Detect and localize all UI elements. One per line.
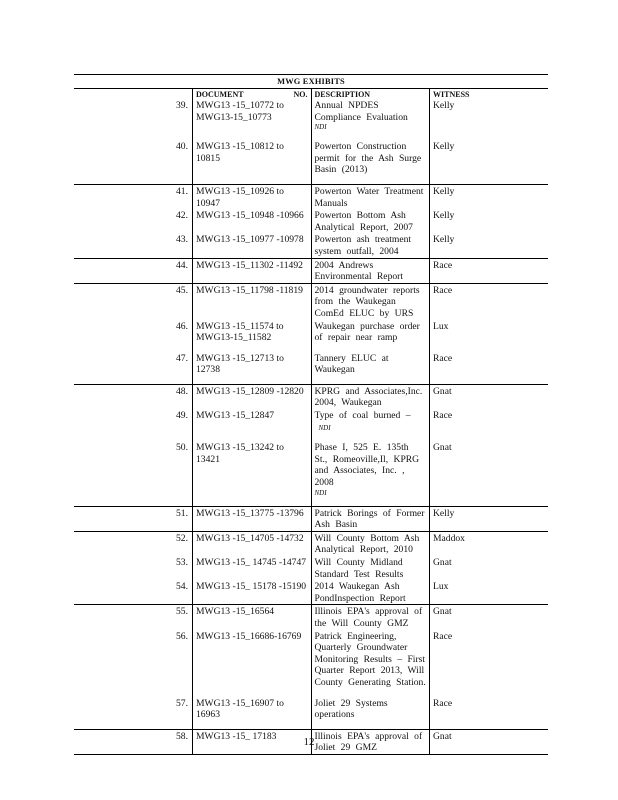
document-range-text: MWG13 -15_16686-16769 [196,630,302,642]
document-range [193,99,312,140]
document-range-text: MWG13 -15_11798 -11819 [196,284,303,296]
exhibit-number-text: 43. [176,234,188,246]
exhibit-number-text: 53. [176,557,188,568]
table-row [74,630,548,697]
document-range-text: MWG13 -15_13775 -13796 [196,507,304,519]
description [311,384,430,409]
exhibit-number-text: 41. [176,185,188,197]
witness-text: Kelly [433,234,455,246]
exhibit-number [74,630,193,697]
description [311,140,430,184]
document-range [193,258,312,283]
witness [430,605,549,630]
description-text: Patrick Engineering, Quarterly Groundwater Monitoring Results – First Quarter Report 2013, Will County Generating Station. [314,630,426,688]
witness-text: Kelly [433,141,455,153]
witness-text: Kelly [433,210,455,222]
description-text: Will County Bottom Ash Analytical Report, 2010 [314,532,420,556]
description [311,352,430,385]
exhibit-number [74,184,193,209]
witness-text: Gnat [433,557,452,568]
description [311,697,430,730]
description-text: 2004 Andrews Environmental Report [314,259,404,283]
description-text: Powerton Water Treatment Manuals [314,185,424,209]
table-row [74,258,548,283]
witness [430,441,549,506]
document-range-text: MWG13 -15_12713 to 12738 [196,352,284,376]
description-text: Illinois EPA's approval of Joliet 29 GMZ [314,730,423,754]
document-range [193,630,312,697]
document-range-text: MWG13 -15_10948 -10966 [196,210,304,222]
document-range-text: MWG13 -15_ 15178 -15190 [196,581,307,593]
document-range-text: MWG13 -15_11302 -11492 [196,259,303,271]
table-row [74,384,548,409]
witness [430,184,549,209]
witness [430,352,549,385]
document-range [193,320,312,352]
document-range [193,605,312,630]
exhibit-number-text: 57. [176,697,188,709]
description [311,605,430,630]
description-text: Powerton ash treatment system outfall, 2004 [314,234,412,257]
table-row [74,409,548,441]
exhibit-number-text: 52. [176,532,188,544]
description [311,258,430,283]
document-range-text: MWG13 -15_ 14745 -14747 [196,557,307,568]
exhibit-number [74,697,193,730]
description [311,209,430,233]
table-row [74,184,548,209]
exhibit-number [74,409,193,441]
description [311,630,430,697]
witness-text: Gnat [433,385,452,397]
witness [430,283,549,319]
exhibit-number [74,605,193,630]
exhibit-number-text: 58. [176,730,188,742]
column-header-row [74,89,548,100]
witness [430,630,549,697]
witness-text: Lux [433,581,449,593]
document-range-text: MWG13 -15_10812 to 10815 [196,141,284,164]
document-range [193,409,312,441]
witness [430,140,549,184]
description [311,506,430,531]
description-text: Phase I, 525 E. 135th St., Romeoville,Il, KPRG and Associates, Inc. , 2008 [314,442,420,489]
exhibit-number [74,580,193,605]
document-range [193,233,312,258]
document-range [193,184,312,209]
witness [430,580,549,605]
witness [430,697,549,730]
exhibit-number [74,320,193,352]
witness [430,99,549,140]
description-text: Waukegan purchase order of repair near ramp [314,320,420,344]
document-range-text: MWG13 -15_12847 [196,410,275,422]
exhibit-number-text: 50. [176,442,188,454]
table-row [74,697,548,730]
exhibit-number-text: 54. [176,581,188,593]
witness-text: Kelly [433,100,455,111]
table-row [74,352,548,385]
description [311,184,430,209]
exhibit-number-text: 48. [176,385,188,397]
witness [430,556,549,580]
witness [430,320,549,352]
description-text: Powerton Construction permit for the Ash Surge Basin (2013) [314,141,422,176]
witness-text: Maddox [433,532,465,544]
exhibit-number-text: 55. [176,606,188,618]
description-text: Illinois EPA's approval of the Will County GMZ [314,606,423,629]
description-text: Type of coal burned – [314,410,411,422]
witness-text: Race [433,284,453,296]
ndi-marker: NDI [314,123,327,132]
document-range-text: MWG13 -15_10977 -10978 [196,234,304,246]
exhibit-number [74,441,193,506]
page-number: 12 [303,736,315,748]
description-text: Will County Midland Standard Test Results [314,557,404,580]
document-range [193,697,312,730]
exhibit-number-text: 42. [176,210,188,222]
witness-text: Kelly [433,507,455,519]
document-range-text: MWG13 -15_12809 -12820 [196,385,304,397]
document-range-text: MWG13 -15_14705 -14732 [196,532,304,544]
ndi-marker: NDI [318,423,331,432]
description-text: Powerton Bottom Ash Analytical Report, 2007 [314,210,413,233]
description-text: KPRG and Associates,Inc. 2004, Waukegan [314,385,423,409]
table-row [74,556,548,580]
witness [430,409,549,441]
description [311,99,430,140]
table-row [74,506,548,531]
exhibit-number-text: 47. [176,352,188,364]
witness [430,384,549,409]
table-row [74,233,548,258]
document-range [193,506,312,531]
document-range-text: MWG13 -15_ 17183 [196,730,277,742]
exhibit-number-text: 51. [176,507,188,519]
witness-text: Race [433,697,453,709]
header-num-cell [74,89,193,100]
description-text: Annual NPDES Compliance Evaluation [314,100,408,123]
witness-text: Race [433,410,453,422]
exhibit-number-text: 44. [176,259,188,271]
witness [430,233,549,258]
table-title: MWG EXHIBITS [74,75,548,89]
witness-text: Race [433,352,453,364]
document-range [193,556,312,580]
description-text: 2014 Waukegan Ash PondInspection Report [314,581,406,604]
document-range-text: MWG13 -15_16564 [196,606,275,618]
table-row [74,580,548,605]
description [311,283,430,319]
witness-text: Race [433,630,453,642]
exhibit-number [74,283,193,319]
table-row [74,320,548,352]
exhibit-number [74,233,193,258]
document-range [193,283,312,319]
description [311,441,430,506]
exhibit-number-text: 46. [176,320,188,332]
header-no: NO. [293,90,308,99]
description-text: Patrick Borings of Former Ash Basin [314,507,425,531]
exhibit-number [74,140,193,184]
exhibit-number-text: 40. [176,141,188,153]
description [311,409,430,441]
table-row [74,209,548,233]
header-description: DESCRIPTION [311,89,430,100]
witness-text: Gnat [433,730,452,742]
table-title-row [74,75,548,89]
ndi-marker: NDI [314,488,327,497]
document-range [193,580,312,605]
exhibit-number [74,258,193,283]
table-row [74,605,548,630]
document-range [193,352,312,385]
document-range [193,140,312,184]
exhibit-number-text: 45. [176,284,188,296]
witness-text: Lux [433,320,449,332]
description [311,320,430,352]
document-range [193,441,312,506]
description-text: 2014 groundwater reports from the Waukegan ComEd ELUC by URS [314,284,420,319]
exhibit-number [74,556,193,580]
table-row [74,140,548,184]
description-text: Tannery ELUC at Waukegan [314,352,389,376]
exhibit-number [74,384,193,409]
witness-text: Gnat [433,442,452,454]
header-witness: WITNESS [433,90,470,99]
table-row [74,441,548,506]
witness [430,506,549,531]
document-range [193,209,312,233]
table-row [74,99,548,140]
description [311,531,430,556]
exhibit-number [74,209,193,233]
description-text: Joliet 29 Systems operations [314,697,388,721]
document-range [193,531,312,556]
exhibit-number [74,99,193,140]
document-range [193,384,312,409]
exhibit-number-text: 39. [176,100,188,111]
exhibit-number [74,531,193,556]
witness-text: Gnat [433,606,452,618]
exhibits-table [74,74,548,755]
witness [430,209,549,233]
description [311,233,430,258]
witness [430,258,549,283]
header-document: DOCUMENT [196,90,244,99]
document-range-text: MWG13 -15_13242 to 13421 [196,442,284,465]
document-range-text: MWG13 -15_16907 to 16963 [196,697,284,721]
witness [430,531,549,556]
description [311,556,430,580]
witness-text: Race [433,259,453,271]
exhibit-number-text: 49. [176,410,188,422]
table-row [74,283,548,319]
document-range-text: MWG13 -15_10926 to 10947 [196,185,284,209]
exhibit-number-text: 56. [176,630,188,642]
exhibit-number [74,506,193,531]
table-row [74,531,548,556]
exhibit-number [74,352,193,385]
document-range-text: MWG13 -15_11574 to MWG13-15_11582 [196,320,284,344]
description [311,580,430,605]
document-range-text: MWG13 -15_10772 to MWG13-15_10773 [196,100,284,123]
header-document-cell [193,89,312,100]
witness-text: Kelly [433,185,455,197]
